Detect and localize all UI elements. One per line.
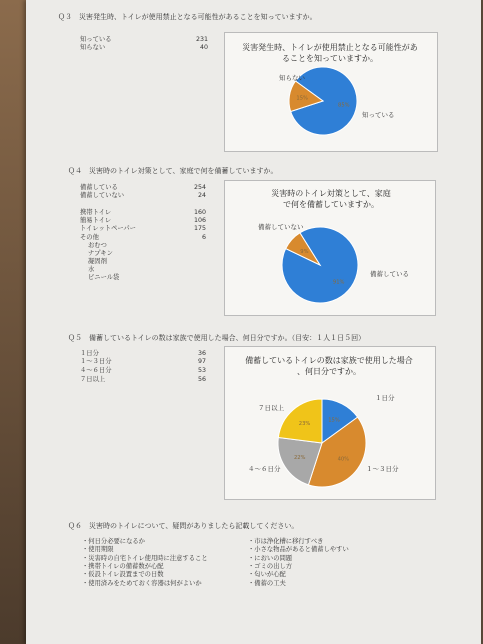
q5-row-label: ７日以上 <box>80 376 106 383</box>
pie-percent-label: 15% <box>296 95 308 102</box>
chart-title-q4: 災害時のトイレ対策として、家庭 で何を備蓄していますか。 <box>271 189 391 209</box>
q4-row-value: 175 <box>193 225 206 232</box>
q5-row-value: 36 <box>197 350 206 357</box>
pie-percent-label: 9% <box>300 249 309 256</box>
q6-right-item: ・ゴミの出し方 <box>248 562 293 570</box>
q6-right-item: ・匂いが心配 <box>248 571 286 579</box>
legend-label-q5-4to6: ４～６日分 <box>248 465 281 473</box>
q4-row-label: おむつ <box>88 242 107 249</box>
q4-row-value: 160 <box>193 209 206 216</box>
chart-title-q3: 災害発生時、トイレが使用禁止となる可能性があ ることを知っていますか。 <box>242 43 418 63</box>
q6-right-item: ・市は浄化槽に移行すべき <box>248 538 324 545</box>
legend-label-q5-7plus: ７日以上 <box>258 404 284 412</box>
q6-left-item: ・災害時の自宅トイレ使用時に注意すること <box>82 554 208 562</box>
q6-right-item: ・小さな物品があると備蓄しやすい <box>248 546 349 554</box>
q4-row-value: 254 <box>193 184 206 191</box>
q3-row-label: 知らない <box>80 44 106 51</box>
q4-row-label: ナプキン <box>88 250 113 257</box>
q3-row-value: 40 <box>199 44 208 51</box>
legend-label-q4-no: 備蓄していない <box>258 223 304 231</box>
q4-row-label: ビニール袋 <box>88 274 120 281</box>
q4-heading: Ｑ４ 災害時のトイレ対策として、家庭で何を備蓄していますか。 <box>68 167 278 175</box>
chart-title-q5: 備蓄しているトイレの数は家族で使用した場合 、何日分ですか。 <box>245 356 413 376</box>
q4-row-value: 6 <box>201 234 206 241</box>
q5-row-label: １～３日分 <box>80 358 112 365</box>
pie-percent-label: 23% <box>298 421 311 428</box>
q5-row-value: 97 <box>197 358 206 365</box>
q5-row-value: 53 <box>197 367 206 374</box>
q4-row-label: 備蓄している <box>80 184 118 191</box>
pie-percent-label: 85% <box>338 102 350 109</box>
q4-row-label: 携帯トイレ <box>80 209 112 216</box>
pie-percent-label: 40% <box>337 456 350 463</box>
q3-row-value: 231 <box>195 36 208 43</box>
q5-row-label: ４～６日分 <box>80 367 112 374</box>
q6-left-item: ・何日分必要になるか <box>82 538 145 545</box>
q4-row-value: 24 <box>197 192 206 199</box>
legend-label-q3-unaware: 知らない <box>279 74 305 82</box>
legend-label-q4-yes: 備蓄している <box>370 270 409 278</box>
q4-row-label: トイレットペーパー <box>80 225 136 232</box>
legend-label-q5-1to3: １～３日分 <box>366 465 399 473</box>
q4-row-label: 凝固剤 <box>88 258 107 265</box>
q4-row-label: 簡易トイレ <box>80 217 112 224</box>
q6-heading: Ｑ６ 災害時のトイレについて、疑問がありましたら記載してください。 <box>68 522 299 530</box>
q6-right-item: ・においの問題 <box>248 554 293 562</box>
pie-percent-label: 91% <box>332 279 345 286</box>
q3-row-label: 知っている <box>80 36 112 43</box>
q6-right-item: ・備蓄の工夫 <box>248 579 286 587</box>
q4-row-label: 水 <box>88 266 95 273</box>
q6-left-item: ・携帯トイレの備蓄数が心配 <box>82 562 164 570</box>
q4-row-label: 備蓄していない <box>80 192 125 199</box>
pie-percent-label: 15% <box>328 417 340 424</box>
q5-heading: Ｑ５ 備蓄しているトイレの数は家族で使用した場合、何日分ですか。（目安：１人１日５回） <box>68 334 366 342</box>
q4-row-label: その他 <box>80 234 99 241</box>
q5-row-value: 56 <box>197 376 206 383</box>
legend-label-q5-1day: １日分 <box>375 394 395 402</box>
q6-left-item: ・使用期限 <box>82 546 114 554</box>
q6-left-item: ・仮設トイレ設置までの日数 <box>82 571 164 579</box>
q6-left-item: ・使用済みをためておく容器は何がよいか <box>82 579 202 587</box>
pie-percent-label: 22% <box>293 455 306 462</box>
q5-row-label: １日分 <box>80 350 99 357</box>
q3-heading: Ｑ３ 災害発生時、トイレが使用禁止となる可能性があることを知っていますか。 <box>58 13 317 21</box>
legend-label-q3-aware: 知っている <box>362 111 395 119</box>
q4-row-value: 106 <box>193 217 206 224</box>
